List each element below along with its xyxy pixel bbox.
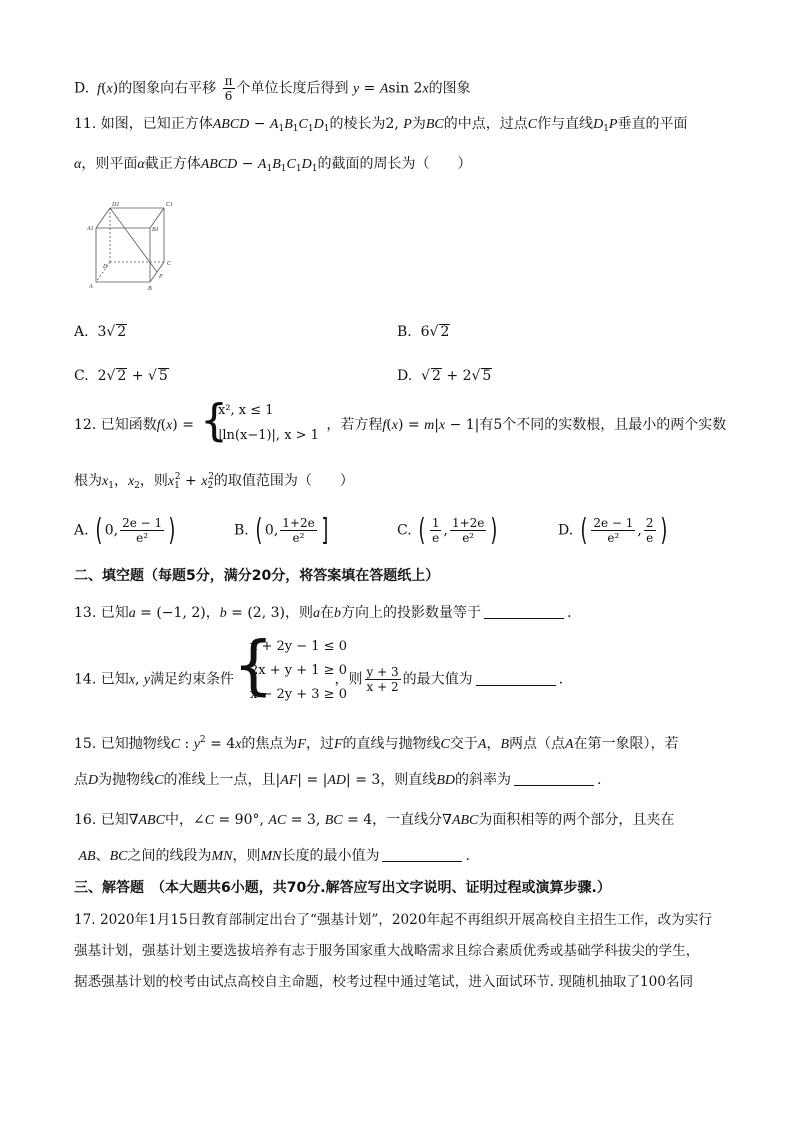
label-c1: C1: [166, 202, 174, 208]
q14-constraint3: x − 2y + 3 ≥ 0: [250, 687, 347, 702]
q12-option-d: D. ( $\frac{2e - 1}{\text{e²}}$ , $\frac{2}{e}$ ): [558, 512, 667, 548]
q16-answer-blank[interactable]: [382, 847, 462, 862]
q12-case1: x², x ≤ 1: [218, 403, 274, 418]
q15-answer-blank[interactable]: [514, 771, 594, 786]
q11-line2: α，则平面α截正方体ABCD − $A_1B_1C_1D_1$的截面的周长为（ ）: [74, 156, 472, 174]
q12-line2: 根为$x_1$，$x_2$，则$x_1^2 + x_2^2$的取值范围为（ ）: [74, 472, 354, 491]
cube-figure: [86, 198, 182, 292]
q14-constraint1: x + 2y − 1 ≤ 0: [250, 639, 347, 654]
label-b1: B1: [152, 227, 159, 233]
q11-option-b: B. 6√ 2: [397, 324, 450, 340]
section3-heading: 三、解答题 （本大题共6小题，共70分.解答应写出文字说明、证明过程或演算步骤.）: [74, 880, 611, 896]
q13: 13. 已知a = (−1, 2)，b = (2, 3)，则a在b方向上的投影数量等于 .: [74, 605, 572, 621]
label-p: P: [159, 274, 163, 280]
q11-option-d: D. √ 2 + 2√ 5: [397, 368, 492, 384]
q12-option-c: C. ( $\frac{1}{e}$ , $\frac{1+2e}{\text{e²}}$ ): [397, 512, 498, 548]
section2-heading: 二、填空题（每题5分，满分20分，将答案填在答题纸上）: [74, 568, 440, 584]
q16-line2: AB、BC之间的线段为MN，则MN长度的最小值为 .: [78, 848, 470, 864]
q17-line1: 17. 2020年1月15日教育部制定出台了“强基计划”，2020年起不再组织开展高校自主招生工作，改为实行: [74, 912, 712, 928]
label-c: C: [167, 261, 172, 267]
q16-line1: 16. 已知∇ABC中，∠C = 90°, AC = 3, BC = 4，一直线分∇ABC为面积相等的两个部分，且夹在: [74, 812, 675, 828]
q10-option-d: D. f(x)的图象向右平移 $\frac{\pi}{6}$ 个单位长度后得到 y = Asin 2x的图象: [74, 74, 471, 103]
q17-line2: 强基计划，强基计划主要选拔培养有志于服务国家重大战略需求且综合素质优秀或基础学科拔尖的学生，: [74, 943, 700, 959]
q12-case2: |ln(x−1)|, x > 1: [218, 428, 319, 443]
q13-answer-blank[interactable]: [484, 604, 564, 619]
label-a: A: [89, 284, 93, 290]
q12-option-a: A. ( 0, $\frac{2e - 1}{\text{e²}}$ ): [74, 512, 176, 548]
label-b: B: [148, 286, 152, 292]
q14: 14. 已知x, y满足约束条件 ，则 $\frac{y + 3}{x + 2}$ 的最大值为 .: [74, 665, 564, 694]
q12-option-b: B. ( 0, $\frac{1+2e}{\text{e²}}$ ]: [234, 512, 329, 548]
q14-answer-blank[interactable]: [476, 671, 556, 686]
q14-constraint2: 2x + y + 1 ≥ 0: [250, 663, 347, 678]
q12-brace: {: [200, 395, 228, 446]
label-d: D: [103, 264, 108, 270]
q15-line2: 点D为抛物线C的准线上一点，且|AF| = |AD| = 3，则直线BD的斜率为 .: [74, 772, 602, 788]
label-d1: D1: [112, 202, 120, 208]
q11-line1: 11. 如图，已知正方体ABCD − $A_1B_1C_1D_1$的棱长为2, P为BC的中点，过点C作与直线$D_1P$垂直的平面: [74, 116, 688, 134]
q11-option-a: A. 3√ 2: [74, 324, 127, 340]
q17-line3: 据悉强基计划的校考由试点高校自主命题，校考过程中通过笔试，进入面试环节. 现随机抽取了100名同: [74, 974, 694, 990]
q14-brace: {: [233, 629, 274, 703]
pi-over-6: $\frac{\pi}{6}$: [224, 74, 233, 103]
q11-option-c: C. 2√ 2 + √ 5: [74, 368, 168, 384]
q15-line1: 15. 已知抛物线C : $y^2 = 4x$的焦点为F，过F的直线与抛物线C交于A，B两点（点A在第一象限），若: [74, 735, 679, 752]
label-a1: A1: [87, 226, 94, 232]
q12-line1: 12. 已知函数f(x) = ，若方程f(x) = m|x − 1|有5个不同的实数根，且最小的两个实数: [74, 417, 727, 433]
